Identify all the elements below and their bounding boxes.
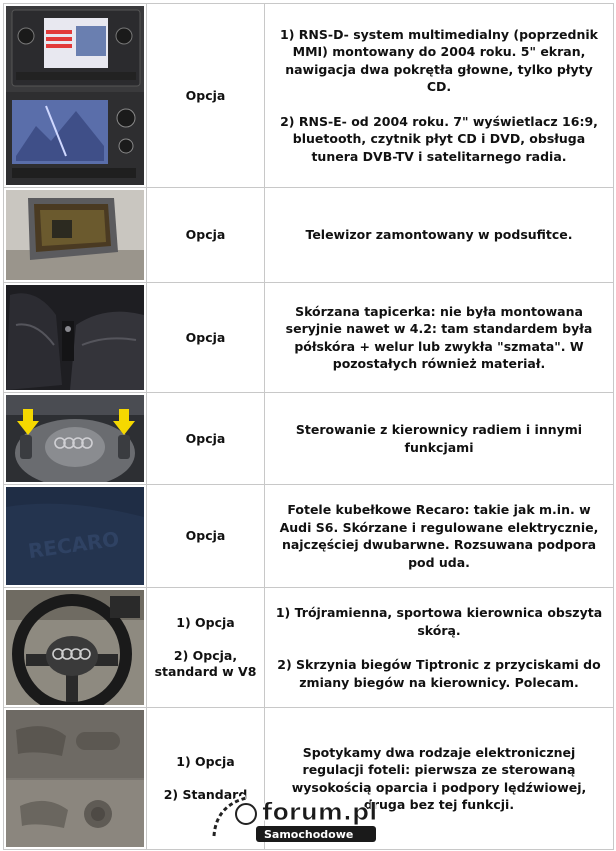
option-label: 2) Standard (163, 787, 248, 802)
description-text: 1) RNS-D- system multimedialny (poprzednik MMI) montowany do 2004 roku. 5" ekran, nawigacja dwa pokrętła głowne, tylko płyty CD. (280, 26, 598, 95)
seat-adjustment-illustration (6, 710, 144, 847)
roof-tv-photo (6, 190, 144, 280)
image-cell (4, 485, 147, 588)
image-cell (4, 188, 147, 283)
radio-navigation-photo (6, 6, 144, 185)
image-cell (4, 393, 147, 485)
option-label: 1) Opcja (176, 754, 235, 769)
option-cell (147, 588, 265, 708)
recaro-seat-photo (6, 487, 144, 585)
option-cell (147, 4, 265, 188)
recaro-embossed-text: RECARO (26, 526, 121, 564)
forum-logo-icon (206, 786, 416, 846)
table-row (4, 393, 614, 485)
description-cell (265, 283, 614, 393)
steering-controls-illustration (6, 395, 144, 482)
forum-watermark (206, 786, 416, 846)
table-row (4, 188, 614, 283)
option-cell (147, 393, 265, 485)
description-cell (265, 588, 614, 708)
description-text: Skórzana tapicerka: nie była montowana seryjnie nawet w 4.2: tam standardem była półskóra + welur lub zwykła "szmata". W pozostałych również materiał. (285, 303, 593, 371)
option-label: Opcja (185, 87, 226, 103)
description-text: 2) Skrzynia biegów Tiptronic z przyciskami do zmiany biegów na kierownicy. Polecam. (277, 657, 601, 690)
description-cell (265, 393, 614, 485)
description-cell (265, 4, 614, 188)
watermark-subtitle: Samochodowe (264, 828, 354, 841)
roof-tv-illustration (6, 190, 144, 280)
leather-seats-photo (6, 285, 144, 390)
option-cell (147, 485, 265, 588)
option-label: Opcja (185, 528, 226, 543)
description-text: 1) Trójramienna, sportowa kierownica obszyta skórą. (275, 605, 603, 638)
option-label: 2) Opcja, standard w V8 (154, 648, 257, 679)
image-cell (4, 708, 147, 850)
sport-steering-photo (6, 590, 144, 705)
options-table (3, 3, 614, 850)
description-cell (265, 188, 614, 283)
sport-steering-illustration (6, 590, 144, 705)
steering-controls-photo (6, 395, 144, 482)
image-cell (4, 283, 147, 393)
option-cell (147, 188, 265, 283)
option-label: Opcja (185, 227, 226, 242)
image-cell (4, 4, 147, 188)
option-cell (147, 283, 265, 393)
option-label: Opcja (185, 329, 226, 345)
table-row (4, 485, 614, 588)
description-text: Fotele kubełkowe Recaro: takie jak m.in. w Audi S6. Skórzane i regulowane elektrycznie, najczęściej dwubarwne. Rozsuwana podpora pod uda. (279, 502, 599, 570)
description-cell (265, 485, 614, 588)
description-text: Sterowanie z kierownicy radiem i innymi funkcjami (295, 422, 583, 455)
table-row (4, 283, 614, 393)
recaro-fabric-illustration (6, 487, 144, 585)
option-label: Opcja (185, 430, 226, 446)
image-cell (4, 588, 147, 708)
leather-seats-illustration (6, 285, 144, 390)
watermark-brand: forum.pl (262, 798, 378, 826)
table-row (4, 4, 614, 188)
description-text: Telewizor zamontowany w podsufitce. (305, 227, 573, 243)
seat-adjustment-photo (6, 710, 144, 847)
radio-units-illustration (6, 6, 144, 185)
table-row (4, 588, 614, 708)
description-text: Spotykamy dwa rodzaje elektronicznej regulacji foteli: pierwsza ze sterowaną wysokością oparcia i podpory lędźwiowej, druga bez tej funkcji. (291, 744, 587, 812)
description-text: 2) RNS-E- od 2004 roku. 7" wyświetlacz 16:9, bluetooth, czytnik płyt CD i DVD, obsługa tunera DVB-TV i satelitarnego radia. (280, 113, 598, 164)
option-label: 1) Opcja (176, 615, 235, 630)
